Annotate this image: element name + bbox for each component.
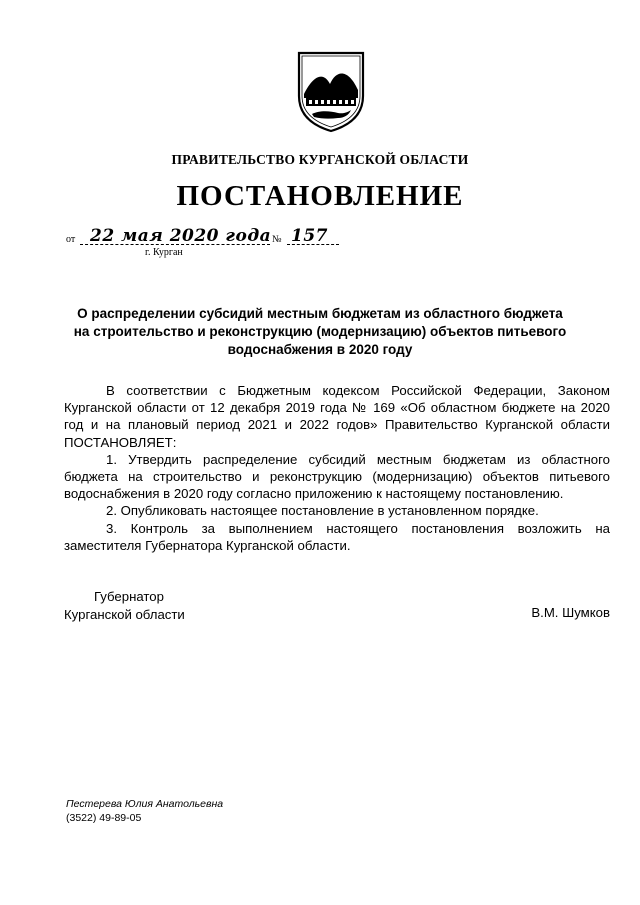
preamble-paragraph: В соответствии с Бюджетным кодексом Российской Федерации, Законом Курганской области от 12 декабря 2019 года № 169 «Об областном бюджете на 2020 год и на плановый период 2021 и 2022 годов» Правительство Курганской области ПОСТАНОВЛЯЕТ: xyxy=(64,383,610,450)
signatory-name: В.М. Шумков xyxy=(531,605,610,620)
government-name: ПРАВИТЕЛЬСТВО КУРГАНСКОЙ ОБЛАСТИ xyxy=(171,152,469,167)
number-label: № xyxy=(272,234,282,245)
clause-3: 3. Контроль за выполнением настоящего постановления возложить на заместителя Губернатора Курганской области. xyxy=(64,520,610,553)
document-title xyxy=(40,305,600,359)
signatory-position xyxy=(64,588,185,623)
title-line: водоснабжения в 2020 году xyxy=(227,342,413,357)
clause-2: 2. Опубликовать настоящее постановление в установленном порядке. xyxy=(106,503,539,519)
city: г. Курган xyxy=(145,247,183,258)
clause-1: 1. Утвердить распределение субсидий местным бюджетам из областного бюджета на строительство и реконструкцию (модернизацию) объектов питьевого водоснабжения в 2020 году согласно приложению к настоящему постановлению. xyxy=(64,451,610,502)
coat-of-arms-emblem xyxy=(296,50,366,134)
executor-info xyxy=(66,797,223,825)
handwritten-number: 157 xyxy=(291,226,328,246)
executor-name: Пестерева Юлия Анатольевна xyxy=(66,798,224,810)
date-prefix: от xyxy=(66,234,76,245)
position-line-2: Курганской области xyxy=(64,606,185,622)
executor-phone: (3522) 49-89-05 xyxy=(66,812,142,824)
title-line: О распределении субсидий местным бюджетам из областного бюджета xyxy=(77,306,563,321)
document-type: ПОСТАНОВЛЕНИЕ xyxy=(176,180,464,212)
position-line-1: Губернатор xyxy=(94,589,164,604)
title-line: на строительство и реконструкцию (модернизацию) объектов питьевого xyxy=(73,324,567,339)
handwritten-date: 22 мая 2020 года xyxy=(90,226,272,246)
document-body xyxy=(64,382,610,554)
